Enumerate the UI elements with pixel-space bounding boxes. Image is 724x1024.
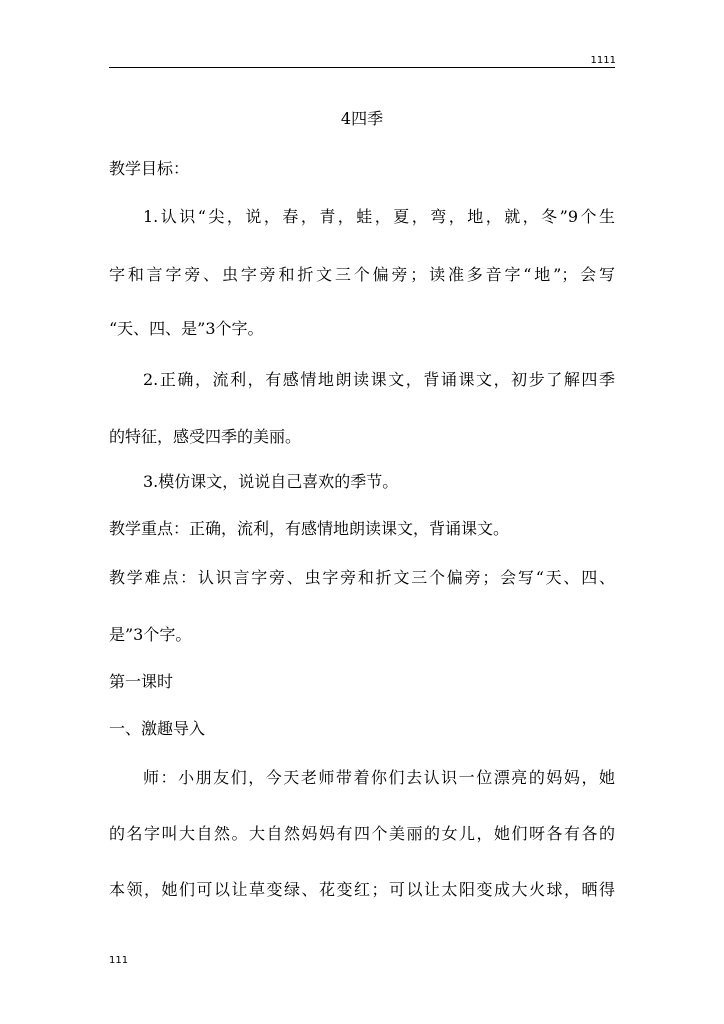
key-points-line: 教学重点：正确，流利，有感情地朗读课文，背诵课文。	[109, 519, 510, 538]
paragraph-line: 3.模仿课文，说说自己喜欢的季节。	[143, 472, 399, 491]
paragraph-line: 的特征，感受四季的美丽。	[109, 427, 302, 446]
paragraph-line: 1.认识“尖，说，春，青，蛙，夏，弯，地，就，冬”9个生	[143, 207, 615, 226]
paragraph-line: 的名字叫大自然。大自然妈妈有四个美丽的女儿，她们呀各有各的	[109, 824, 615, 843]
section-heading: 一、激趣导入	[109, 719, 206, 738]
paragraph-line: 师：小朋友们，今天老师带着你们去认识一位漂亮的妈妈，她	[143, 768, 615, 787]
paragraph-line: “天、四、是”3个字。	[109, 319, 264, 338]
paragraph-line: 是”3个字。	[109, 625, 192, 644]
footer-page-number: 111	[109, 955, 129, 966]
objectives-heading: 教学目标：	[109, 159, 190, 178]
header-rule	[109, 67, 615, 68]
header-page-number: 1111	[590, 55, 616, 66]
difficult-points-line: 教学难点：认识言字旁、虫字旁和折文三个偏旁；会写“天、四、	[109, 568, 615, 587]
document-title: 4四季	[340, 109, 384, 128]
paragraph-line: 本领，她们可以让草变绿、花变红；可以让太阳变成大火球，晒得	[109, 880, 615, 899]
paragraph-line: 字和言字旁、虫字旁和折文三个偏旁；读准多音字“地”；会写	[109, 265, 615, 284]
lesson-heading: 第一课时	[109, 672, 174, 691]
paragraph-line: 2.正确，流利，有感情地朗读课文，背诵课文，初步了解四季	[143, 370, 615, 389]
